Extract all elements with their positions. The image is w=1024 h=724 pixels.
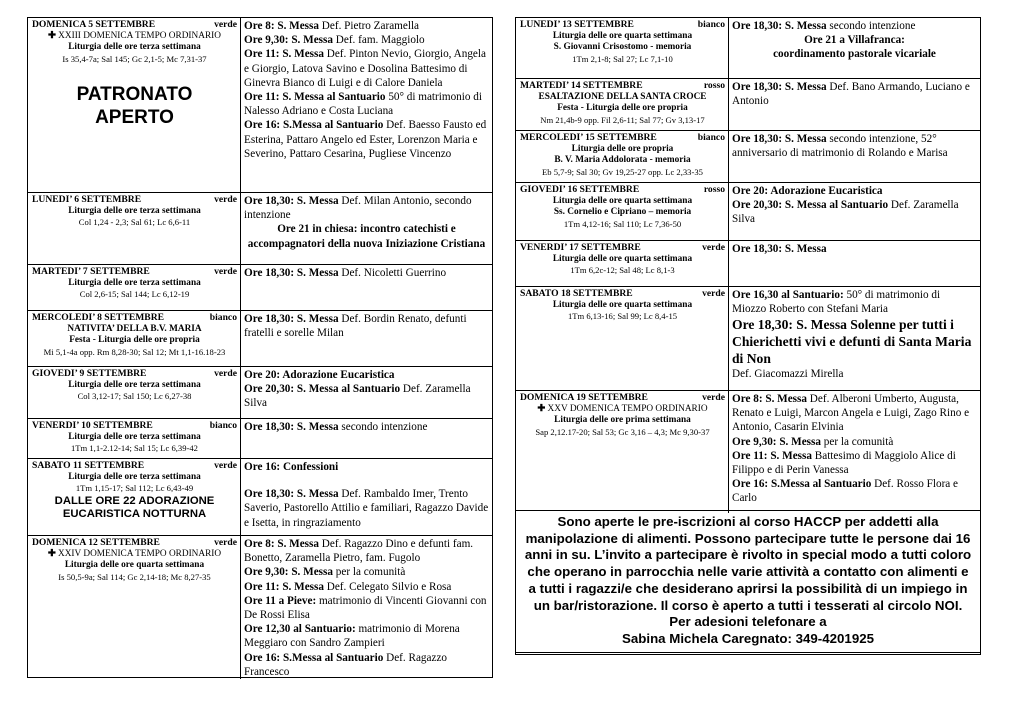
day-info-cell [28,18,241,192]
scripture-readings: 1Tm 6,2c-12; Sal 48; Lc 8,1-3 [570,265,675,276]
scripture-readings: Is 50,5-9a; Sal 114; Gc 2,14-18; Mc 8,27-35 [58,571,211,582]
liturgy-hours: Liturgia delle ore quarta settimana [552,253,693,264]
day-header [520,392,725,404]
event-time: Ore 18,30: S. Messa [732,20,827,32]
event-detail: Def. Celegato Silvio e Rosa [323,580,452,593]
event-detail: Def. fam. Maggiolo [332,34,425,47]
feast-title [32,31,237,43]
day-info-cell [516,391,729,513]
day-info-cell [28,419,241,458]
day-info-cell [516,18,729,78]
liturgical-color: rosso [703,184,725,195]
day-info-cell [516,79,729,130]
event-detail: 50° di matrimonio di Nalesso Adriano e Costa Luciana [244,91,482,118]
day-row [28,458,492,535]
solemn-mass: Ore 18,30: S. Messa Solenne per tutti i Chierichetti vivi e defunti di Santa Maria di Non [732,317,972,367]
liturgical-color: verde [702,288,725,299]
event-line [244,118,489,161]
liturgy-hours: Liturgia delle ore terza settimana [68,277,201,288]
liturgical-color: verde [214,537,237,548]
event-detail: Def. Pinton Nevio, Giorgio, Angela e Giorgio, Latova Savino e Dosolina Battesimo di Ginevra Bianco di Luigi e di Calore Daniela [244,48,486,89]
day-row [516,78,980,130]
event-time: Ore 18,30: S. Messa [244,267,339,279]
day-row [28,264,492,310]
scripture-readings: 1Tm 1,1-2.12-14; Sal 15; Lc 6,39-42 [71,443,198,454]
events-cell [729,79,980,130]
liturgical-color: verde [702,392,725,403]
event-detail: Battesimo di Maggiolo Alice di Filippo e di Perin Vanessa [732,449,956,477]
liturgy-hours: Liturgia delle ore quarta settimana [552,30,693,41]
liturgy-hours: Festa - Liturgia delle ore propria [69,335,200,346]
event-line [732,242,977,256]
events-cell [241,536,492,679]
events-cell [729,241,980,286]
event-line [732,184,977,198]
left-column-calendar [27,17,493,678]
day-name: MARTEDI’ 7 SETTEMBRE [32,266,150,277]
day-name: MERCOLEDI’ 15 SETTEMBRE [520,132,657,143]
event-detail: Def. Nicoletti Guerrino [338,267,447,279]
notice-contact: Sabina Michela Caregnato: 349-4201925 [621,630,875,646]
day-name: LUNEDI’ 6 SETTEMBRE [32,194,142,205]
liturgy-hours: Liturgia delle ore terza settimana [68,205,201,216]
day-row [28,18,492,192]
scripture-readings: Is 35,4-7a; Sal 145; Gc 2,1-5; Mc 7,31-37 [62,53,207,64]
event-line [732,132,977,160]
centered-event: coordinamento pastorale vicariale [773,48,936,61]
scripture-readings: 1Tm 4,12-16; Sal 110; Lc 7,36-50 [563,218,682,229]
day-row [516,18,980,78]
event-line [244,594,489,622]
cross-icon: ✚ [537,403,546,414]
event-line [244,537,489,565]
cross-icon: ✚ [48,30,56,41]
day-info-cell [28,459,241,535]
day-row [516,390,980,513]
day-info-cell [516,131,729,182]
liturgical-color: verde [214,194,237,205]
scripture-readings: 1Tm 2,1-8; Sal 27; Lc 7,1-10 [572,53,673,64]
liturgical-color: verde [214,266,237,277]
day-row [516,240,980,286]
day-header [32,194,237,206]
patronato-banner [32,83,237,129]
event-time: Ore 8: S. Messa [244,538,319,550]
feast-title [520,404,725,416]
event-detail: Def. Bordin Renato, defunti fratelli e sorelle Milan [244,313,467,340]
event-line [244,312,489,340]
event-time: Ore 16: S.Messa al Santuario [244,651,384,664]
events-cell [241,18,492,192]
events-cell [241,419,492,458]
adoration-line: EUCARISTICA NOTTURNA [62,508,207,521]
event-line [244,266,489,280]
day-header [520,80,725,92]
event-detail: per la comunità [820,435,894,448]
liturgical-color: verde [702,242,725,253]
event-line [244,19,489,33]
day-header [520,19,725,31]
liturgical-color: verde [214,19,237,30]
day-header [32,420,237,432]
event-detail: Def. Ragazzo Dino e defunti fam. Bonetto, Zaramella Pietro, fam. Fugolo [244,538,474,565]
liturgical-color: bianco [697,132,725,143]
banner-line: APERTO [95,107,174,129]
events-cell [241,311,492,366]
event-detail: secondo intenzione [826,20,916,32]
event-time: Ore 11: S. Messa [244,580,324,593]
liturgical-color: verde [214,460,237,471]
event-line [732,449,977,477]
event-time: Ore 20: Adorazione Eucaristica [244,369,395,381]
event-detail: Def. Alberoni Umberto, Augusta, Renato e Luigi, Marcon Angela e Luigi, Zago Rino e Antonio, Casarin Elvinia [732,393,970,434]
event-line [244,368,489,382]
event-line [732,288,977,316]
day-info-cell [516,183,729,240]
liturgy-hours: Liturgia delle ore quarta settimana [64,560,205,571]
liturgy-hours: Liturgia delle ore terza settimana [68,471,201,482]
event-line [244,382,489,410]
liturgical-color: bianco [697,19,725,30]
event-line [732,19,977,33]
feast-title-text: S. Giovanni Crisostomo - memoria [553,42,692,53]
scripture-readings: Col 2,6-15; Sal 144; Lc 6,12-19 [79,289,190,300]
day-name: GIOVEDI’ 9 SETTEMBRE [32,368,147,379]
event-detail: Def. Pietro Zaramella [319,20,420,32]
day-name: GIOVEDI’ 16 SETTEMBRE [520,184,640,195]
scripture-readings: Sap 2,12.17-20; Sal 53; Gc 3,16 – 4,3; Mc 9,30-37 [535,426,710,437]
event-line [244,622,489,650]
notice-text: Sono aperte le pre-iscrizioni al corso HACCP per addetti alla manipolazione di alimenti. Possono partecipare tutte le persone dai 16 anni in su. L’invito a partecipare è rivolto in special modo a tutti coloro che operano in parrocchia nelle varie attività a contatto con alimenti e a tutti i ragazzi/e che desiderano aprirsi la possibilità di un impiego in un bar/ristorazione. Il corso è aperto a tutti i tesserati al circolo NOI. Per adesioni telefonare a [524,514,972,630]
event-line [244,194,489,222]
feast-title [520,92,725,104]
events-cell [729,287,980,390]
day-header [32,537,237,549]
event-line [244,460,489,474]
event-detail: Def. Rambaldo Imer, Trento Saverio, Pastorello Attilio e familiari, Ragazzo Davide e Isetta, in ringraziamento [244,488,489,529]
centered-event: Ore 21 a Villafranca: [804,34,905,47]
event-detail: 50° di matrimonio di Miozzo Roberto con Stefani Maria [732,289,941,316]
day-header [32,312,237,324]
day-header [32,19,237,31]
event-time: Ore 16: S.Messa al Santuario [244,119,384,132]
feast-title-text: B. V. Maria Addolorata - memoria [554,155,691,166]
event-time: Ore 18,30: S. Messa [732,243,827,255]
feast-title-text: NATIVITA’ DELLA B.V. MARIA [67,323,202,334]
event-time: Ore 18,30: S. Messa [732,133,827,145]
day-row [28,535,492,679]
event-detail: secondo intenzione [338,421,428,433]
liturgical-color: verde [214,368,237,379]
event-detail: Def. Ragazzo Francesco [244,651,448,678]
event-time: Ore 9,30: S. Messa [732,435,821,448]
centered-event: Ore 21 in chiesa: incontro catechisti e accompagnatori della nuova Iniziazione Cristiana [247,223,486,250]
day-name: SABATO 11 SETTEMBRE [32,460,145,471]
liturgy-hours: Liturgia delle ore quarta settimana [552,195,693,206]
event-time: Ore 16: Confessioni [244,461,339,473]
event-line [244,487,489,530]
event-line [732,198,977,226]
event-line [244,565,489,579]
events-cell [241,367,492,418]
day-header [520,132,725,144]
events-cell [729,391,980,513]
event-time: Ore 9,30: S. Messa [244,566,333,579]
event-detail: Def. Bano Armando, Luciano e Antonio [732,81,970,108]
event-time: Ore 11 a Pieve: [244,594,317,607]
event-time: Ore 9,30: S. Messa [244,34,333,47]
day-row [516,182,980,240]
event-detail: Def. Zaramella Silva [244,383,471,410]
spacer [244,474,489,487]
event-time: Ore 8: S. Messa [244,20,319,32]
day-header [520,184,725,196]
event-time: Ore 18,30: S. Messa [244,195,339,207]
event-time: Ore 16,30 al Santuario: [732,289,844,301]
day-info-cell [28,265,241,310]
events-cell [241,265,492,310]
scripture-readings: Mi 5,1-4a opp. Rm 8,28-30; Sal 12; Mt 1,1-16.18-23 [43,346,226,357]
feast-title-text: Ss. Cornelio e Cipriano – memoria [553,207,692,218]
event-line [244,420,489,434]
event-line [244,651,489,679]
banner-line: PATRONATO [76,84,193,106]
day-row [516,130,980,182]
day-header [32,266,237,278]
event-time: Ore 18,30: S. Messa [244,488,339,501]
event-time: Ore 11: S. Messa al Santuario [244,91,386,104]
scripture-readings: Nm 21,4b-9 opp. Fil 2,6-11; Sal 77; Gv 3,13-17 [540,114,705,125]
event-time: Ore 11: S. Messa [244,48,324,61]
day-row [28,366,492,418]
day-name: MARTEDI’ 14 SETTEMBRE [520,80,643,91]
day-header [520,242,725,254]
scripture-readings: 1Tm 6,13-16; Sal 99; Lc 8,4-15 [567,311,678,322]
event-time: Ore 16: S.Messa al Santuario [732,478,872,491]
cross-icon: ✚ [47,548,56,559]
liturgy-hours: Festa - Liturgia delle ore propria [557,103,688,114]
day-name: VENERDI’ 17 SETTEMBRE [520,242,641,253]
event-detail: matrimonio di Vincenti Giovanni con De Rossi Elisa [244,594,487,622]
event-time: Ore 20,30: S. Messa al Santuario [732,199,889,212]
day-header [520,288,725,300]
event-detail: secondo intenzione, 52° anniversario di matrimonio di Rolando e Marisa [732,133,948,160]
liturgical-color: rosso [703,80,725,91]
feast-title-text: ESALTAZIONE DELLA SANTA CROCE [538,91,707,102]
day-name: MERCOLEDI’ 8 SETTEMBRE [32,312,165,323]
day-name: SABATO 18 SETTEMBRE [520,288,633,299]
event-detail: Def. Milan Antonio, secondo intenzione [244,195,472,222]
event-line [732,477,977,505]
events-cell [241,193,492,264]
scripture-readings: 1Tm 1,15-17; Sal 112; Lc 6,43-49 [75,483,194,494]
day-name: DOMENICA 5 SETTEMBRE [32,19,156,30]
event-line [732,367,977,381]
event-detail: Def. Giacomazzi Mirella [732,368,844,381]
event-detail: matrimonio di Morena Meggiaro con Sandro Zampieri [244,623,460,650]
day-row [28,418,492,458]
day-header [32,368,237,380]
event-time: Ore 11: S. Messa [732,449,812,462]
liturgical-color: bianco [209,312,237,323]
feast-title-text: XXIV DOMENICA TEMPO ORDINARIO [57,548,222,559]
event-detail: Def. Rosso Flora e Carlo [732,478,959,505]
day-info-cell [28,311,241,366]
day-info-cell [28,193,241,264]
event-detail: per la comunità [332,566,406,579]
feast-title [32,324,237,336]
event-time: Ore 12,30 al Santuario: [244,623,356,636]
liturgy-hours: Liturgia delle ore terza settimana [68,431,201,442]
day-info-cell [516,241,729,286]
event-line [732,392,977,435]
day-info-cell [28,367,241,418]
event-line [244,580,489,594]
day-row [516,286,980,390]
feast-title-text: XXV DOMENICA TEMPO ORDINARIO [547,403,708,414]
scripture-readings: Col 3,12-17; Sal 150; Lc 6,27-38 [77,391,192,402]
liturgical-color: bianco [209,420,237,431]
day-info-cell [516,287,729,390]
scripture-readings: Col 1,24 - 2,3; Sal 61; Lc 6,6-11 [78,217,191,228]
events-cell [729,183,980,240]
events-cell [729,131,980,182]
event-line [732,80,977,108]
day-row [28,192,492,264]
event-detail: Def. Baesso Fausto ed Esterina, Pattaro Angelo ed Ester, Lorenzon Maria e Severino, Pattaro Cesarina, Pugliese Vincenzo [244,119,487,160]
day-row [28,310,492,366]
day-name: DOMENICA 12 SETTEMBRE [32,537,160,548]
event-time: Ore 18,30: S. Messa [244,421,339,433]
event-detail: Def. Zaramella Silva [732,199,959,226]
feast-title [32,549,237,561]
day-name: VENERDI’ 10 SETTEMBRE [32,420,153,431]
liturgy-hours: Liturgia delle ore terza settimana [68,379,201,390]
events-cell [241,459,492,535]
event-line [244,47,489,90]
day-name: DOMENICA 19 SETTEMBRE [520,392,648,403]
liturgy-hours: Liturgia delle ore prima settimana [554,415,691,426]
day-header [32,460,237,472]
feast-title [520,207,725,219]
feast-title-text: XXIII DOMENICA TEMPO ORDINARIO [58,30,221,41]
day-info-cell [28,536,241,679]
event-line [732,435,977,449]
event-time: Ore 8: S. Messa [732,393,807,405]
feast-title [520,155,725,167]
feast-title [520,42,725,54]
day-name: LUNEDI’ 13 SETTEMBRE [520,19,634,30]
scripture-readings: Eb 5,7-9; Sal 30; Gv 19,25-27 opp. Lc 2,33-35 [542,166,703,177]
event-time: Ore 18,30: S. Messa [244,313,339,325]
event-time: Ore 20,30: S. Messa al Santuario [244,383,401,396]
night-adoration [32,495,237,522]
liturgy-hours: Liturgia delle ore quarta settimana [552,299,693,310]
event-line [244,90,489,118]
events-cell [729,18,980,78]
liturgy-hours: Liturgia delle ore propria [571,143,674,154]
event-time: Ore 18,30: S. Messa [732,81,827,93]
adoration-line: DALLE ORE 22 ADORAZIONE [54,494,215,507]
event-time: Ore 20: Adorazione Eucaristica [732,185,883,197]
liturgy-hours: Liturgia delle ore terza settimana [68,42,201,53]
event-line [244,33,489,47]
haccp-course-notice [515,510,981,653]
